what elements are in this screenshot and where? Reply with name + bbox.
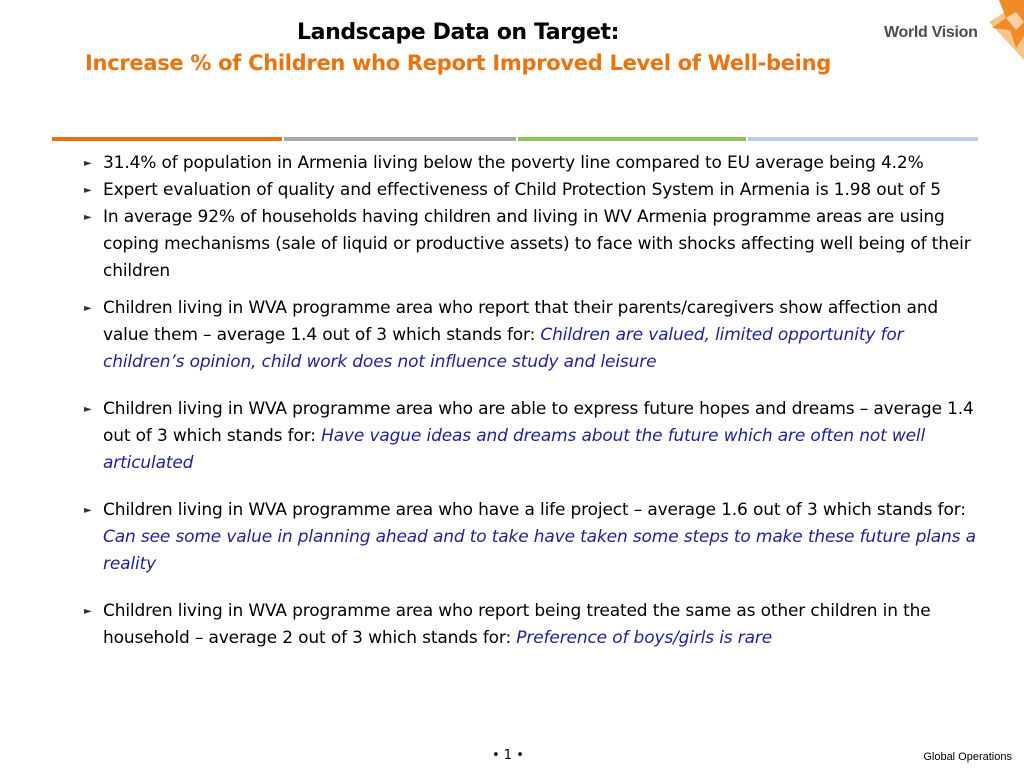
- divider-orange: [52, 137, 282, 141]
- bullet-list: [80, 150, 985, 652]
- bullet-item: [80, 497, 985, 578]
- bullet-text: Children living in WVA programme area who report that their parents/caregivers show affection and value them – average 1.4 out of 3 which stands for:: [103, 298, 939, 345]
- bullet-arrow-icon: ►: [84, 303, 92, 314]
- bullet-text: Children living in WVA programme area who are able to express future hopes and dreams – average 1.4 out of 3 which stands for:: [103, 399, 974, 446]
- divider-blue: [748, 137, 978, 141]
- bullet-item: [80, 295, 985, 376]
- divider-gray: [284, 137, 516, 141]
- bullet-item: [80, 177, 985, 204]
- bullet-item: [80, 204, 985, 285]
- slide-title-block: [60, 18, 856, 79]
- bullet-item: [80, 598, 985, 652]
- bullet-highlight: Have vague ideas and dreams about the future which are often not well articulated: [103, 426, 926, 473]
- slide-title: Landscape Data on Target:: [297, 20, 619, 45]
- bullet-arrow-icon: ►: [84, 185, 92, 196]
- bullet-arrow-icon: ►: [84, 404, 92, 415]
- bullet-highlight: Preference of boys/girls is rare: [516, 628, 773, 648]
- footer-label: Global Operations: [923, 751, 1012, 763]
- bullet-arrow-icon: ►: [84, 212, 92, 223]
- bullet-text: Children living in WVA programme area who report being treated the same as other children in the household – average 2 out of 3 which stands for:: [103, 601, 931, 648]
- slide-subtitle: Increase % of Children who Report Improved Level of Well-being: [85, 51, 831, 75]
- bullet-text: Expert evaluation of quality and effectiveness of Child Protection System in Armenia is 1.98 out of 5: [103, 180, 941, 200]
- bullet-arrow-icon: ►: [84, 158, 92, 169]
- bullet-text: 31.4% of population in Armenia living below the poverty line compared to EU average being 4.2%: [103, 153, 924, 173]
- bullet-text: Children living in WVA programme area who have a life project – average 1.6 out of 3 which stands for:: [103, 500, 966, 520]
- page-number: • 1 •: [492, 748, 524, 763]
- bullet-item: [80, 396, 985, 477]
- bullet-arrow-icon: ►: [84, 606, 92, 617]
- world-vision-star-icon: [944, 0, 1024, 60]
- bullet-item: [80, 150, 985, 177]
- bullet-highlight: Can see some value in planning ahead and to take have taken some steps to make these future plans a reality: [103, 527, 976, 574]
- bullet-highlight: Children are valued, limited opportunity for children’s opinion, child work does not influence study and leisure: [103, 325, 904, 372]
- divider-green: [518, 137, 746, 141]
- world-vision-logo: World Vision: [884, 24, 978, 41]
- bullet-arrow-icon: ►: [84, 505, 92, 516]
- bullet-text: In average 92% of households having children and living in WV Armenia programme areas are using coping mechanisms (sale of liquid or productive assets) to face with shocks affecting well being of their children: [103, 207, 971, 281]
